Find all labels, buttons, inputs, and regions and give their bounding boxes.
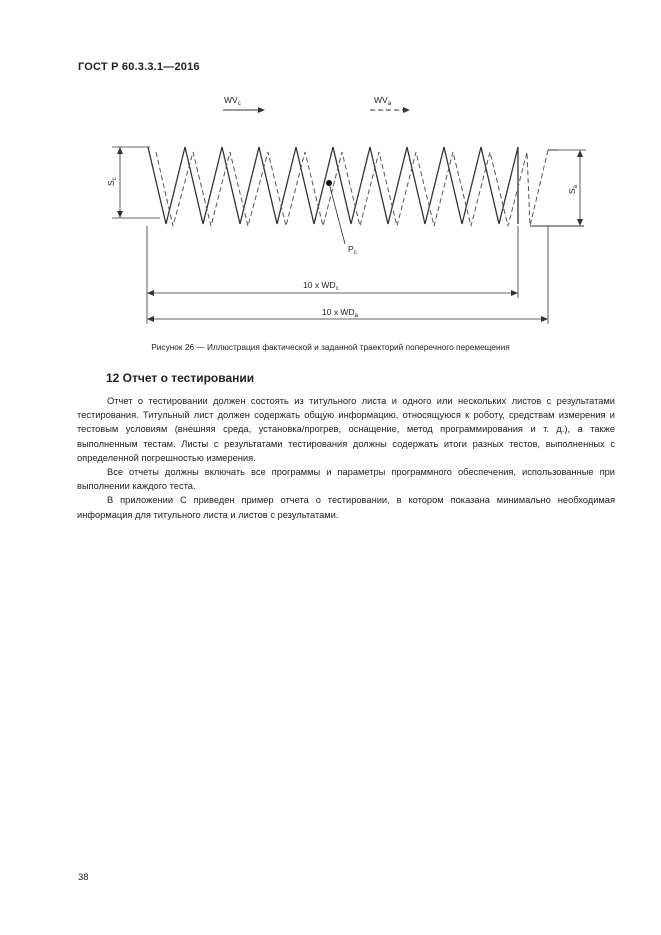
- point-p-leader: [329, 183, 345, 244]
- sc-label: $S_c$: [106, 177, 118, 186]
- trajectory-figure: [0, 0, 661, 340]
- document-header: ГОСТ Р 60.3.3.1—2016: [78, 61, 200, 73]
- page-number: 38: [78, 872, 89, 883]
- wv-c-label: $WV_c$: [224, 95, 241, 107]
- body-text: [77, 394, 615, 522]
- section-title: 12 Отчет о тестировании: [106, 371, 255, 385]
- sa-label: $S_a$: [567, 184, 579, 194]
- figure-caption: Рисунок 26 — Иллюстрация фактической и заданной траекторий поперечного перемещения: [151, 342, 510, 352]
- point-p-label: $P_c$: [348, 244, 357, 256]
- paragraph: Все отчеты должны включать все программы и параметры программного обеспечения, использованные при выполнении каждого теста.: [77, 467, 615, 492]
- wv-a-arrow: [370, 107, 410, 113]
- paragraph: В приложении С приведен пример отчета о тестировании, в котором показана минимально необходимая информация для титульного листа и листов с результатами.: [77, 495, 615, 520]
- wv-a-label: $WV_a$: [374, 95, 392, 107]
- wd-a-label: 10 x $WD_a$: [322, 307, 358, 319]
- wv-c-arrow: [223, 107, 265, 113]
- paragraph: Отчет о тестировании должен состоять из титульного листа и одного или нескольких листов с результатами тестирования. Титульный лист должен содержать общую информацию, относящуюся к роботу, средствам измерения и тестовым условиям (внешняя среда, установка/прогрев, оснащение, метод программирования и т. д.), а также выполненным тестам. Листы с результатами тестирования должны содержать итоги разных тестов, выполненных с определенной погрешностью измерения.: [77, 396, 615, 463]
- wd-c-label: 10 x $WD_c$: [303, 280, 339, 292]
